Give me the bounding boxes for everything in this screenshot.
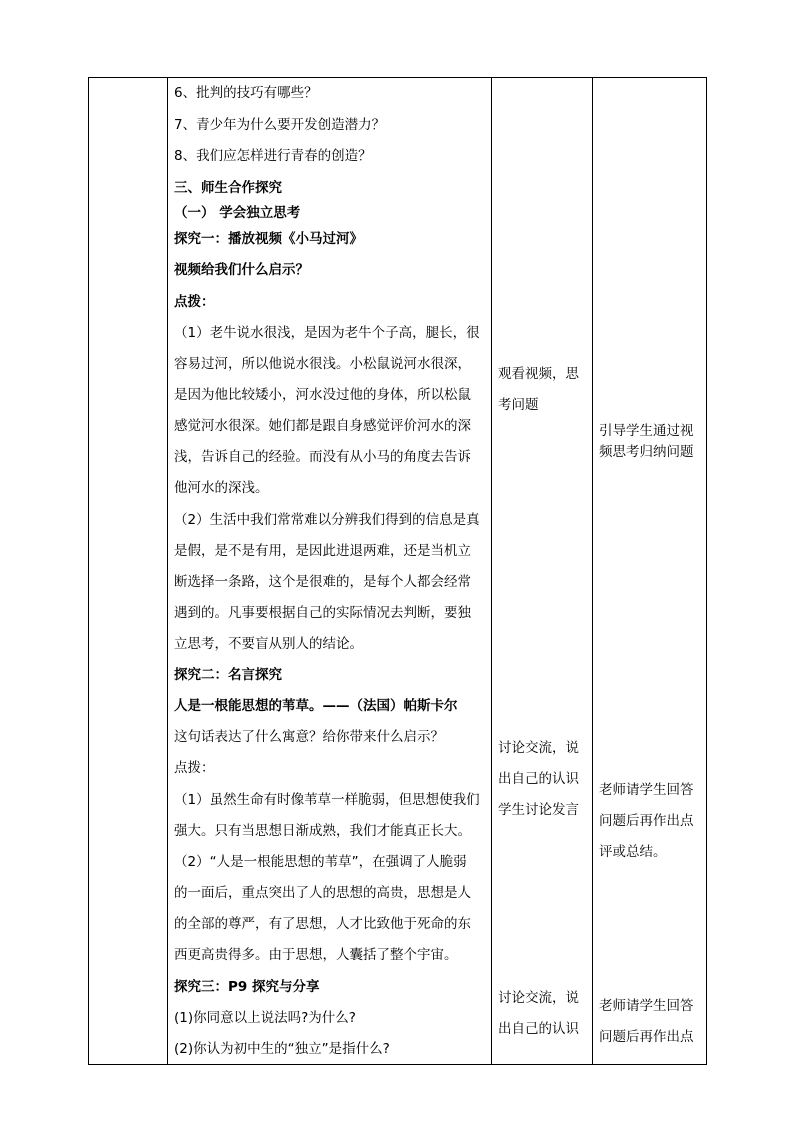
column-divider-3 (592, 77, 593, 1065)
student-activity-line: 考问题 (498, 397, 539, 413)
design-intent-line: 老师请学生回答 (599, 998, 694, 1014)
subsection-heading: （一） 学会独立思考 (174, 205, 301, 221)
column-divider-1 (167, 77, 168, 1065)
hint-2-p1-line: （1）虽然生命有时像苇草一样脆弱，但思想使我们 (174, 792, 480, 808)
hint-1-label: 点拨： (174, 294, 215, 310)
explore-2-title: 探究二：名言探究 (174, 667, 282, 683)
table-border-right (706, 77, 707, 1065)
student-activity-line: 观看视频，思 (498, 366, 579, 382)
hint-1-p2-line: 遇到的。凡事要根据自己的实际情况去判断，要独 (174, 605, 471, 621)
hint-1-p2-line: （2）生活中我们常常难以分辨我们得到的信息是真 (174, 512, 480, 528)
hint-1-p2-line: 立思考，不要盲从别人的结论。 (174, 636, 363, 652)
design-intent-line: 老师请学生回答 (599, 782, 694, 798)
explore-1-title: 探究一：播放视频《小马过河》 (174, 231, 363, 247)
student-activity-line: 讨论交流，说 (498, 740, 579, 756)
hint-2-p1-line: 强大。只有当思想日渐成熟，我们才能真正长大。 (174, 823, 471, 839)
table-bottom-border (88, 1064, 707, 1065)
student-activity-line: 出自己的认识 (498, 771, 579, 787)
hint-1-p1-line: 他河水的深浅。 (174, 480, 269, 496)
design-intent-line: 问题后再作出点 (599, 813, 694, 829)
hint-1-p1-line: （1）老牛说水很浅，是因为老牛个子高，腿长，很 (174, 325, 480, 341)
design-intent-line: 问题后再作出点 (599, 1029, 694, 1045)
hint-1-p2-line: 是假，是不是有用，是因此进退两难，还是当机立 (174, 543, 471, 559)
section-heading: 三、师生合作探究 (174, 180, 282, 196)
question-6: 6、批判的技巧有哪些？ (174, 85, 318, 101)
student-activity-line: 学生讨论发言 (498, 802, 579, 818)
hint-1-p1-line: 容易过河，所以他说水很浅。小松鼠说河水很深， (174, 356, 471, 372)
hint-1-p1-line: 感觉河水很深。她们都是跟自身感觉评价河水的深 (174, 418, 471, 434)
column-divider-2 (491, 77, 492, 1065)
explore-2-question: 这句话表达了什么寓意？给你带来什么启示？ (174, 729, 444, 745)
explore-3-question-1: (1)你同意以上说法吗?为什么? (174, 1010, 356, 1026)
hint-2-p2-line: （2）“人是一根能思想的苇草”，在强调了人脆弱 (174, 854, 467, 870)
explore-3-title: 探究三：P9 探究与分享 (174, 979, 320, 995)
hint-1-p2-line: 断选择一条路，这个是很难的，是每个人都会经常 (174, 574, 471, 590)
explore-1-question: 视频给我们什么启示？ (174, 262, 309, 278)
design-intent-line: 评或总结。 (599, 844, 667, 860)
quote: 人是一根能思想的苇草。——（法国）帕斯卡尔 (174, 698, 458, 714)
hint-2-p2-line: 的一面后，重点突出了人的思想的高贵，思想是人 (174, 885, 471, 901)
hint-1-p1-line: 是因为他比较矮小，河水没过他的身体，所以松鼠 (174, 387, 471, 403)
design-intent-line: 引导学生通过视 (599, 423, 694, 439)
explore-3-question-2: (2)你认为初中生的“独立”是指什么? (174, 1041, 390, 1057)
question-8: 8、我们应怎样进行青春的创造？ (174, 148, 372, 164)
hint-2-label: 点拨： (174, 760, 215, 776)
hint-1-p1-line: 浅，告诉自己的经验。而没有从小马的角度去告诉 (174, 449, 471, 465)
student-activity-line: 出自己的认识 (498, 1021, 579, 1037)
hint-2-p2-line: 的全部的尊严，有了思想，人才比致他于死命的东 (174, 916, 471, 932)
question-7: 7、青少年为什么要开发创造潜力？ (174, 117, 386, 133)
table-border-left (88, 77, 89, 1065)
design-intent-line: 频思考归纳问题 (599, 444, 694, 460)
hint-2-p2-line: 西更高贵得多。由于思想，人囊括了整个宇宙。 (174, 947, 458, 963)
table-top-border (88, 77, 707, 78)
student-activity-line: 讨论交流，说 (498, 990, 579, 1006)
